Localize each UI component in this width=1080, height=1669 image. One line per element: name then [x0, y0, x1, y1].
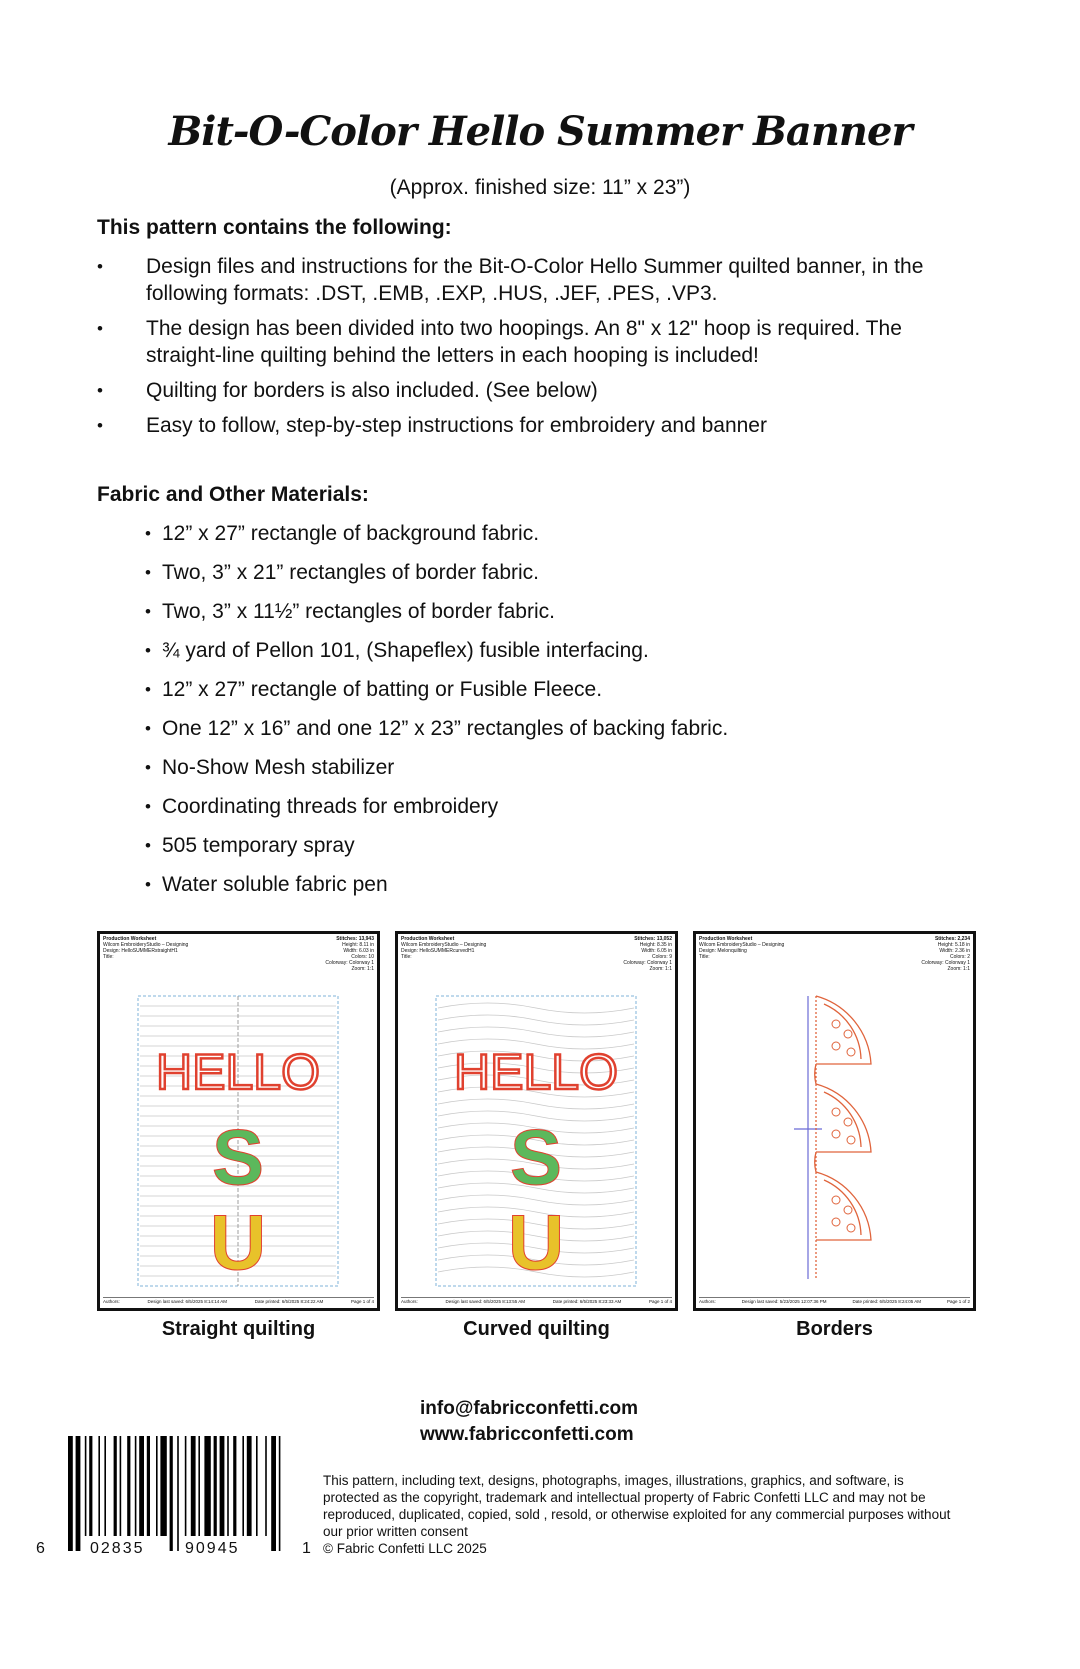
legal-notice: [323, 1472, 963, 1557]
worksheet-footer-field: Design last saved: 5/23/2025 12:07:36 PM: [741, 1299, 827, 1304]
worksheet-header-line: Stitches: 13,052: [634, 936, 672, 942]
worksheet-header-line: Stitches: 2,234: [934, 936, 970, 942]
barcode-digits-left: 02835: [90, 1540, 145, 1557]
letter-u: U: [209, 1198, 267, 1286]
caption-borders: Borders: [796, 1318, 873, 1340]
worksheet-header-line: Wilcom EmbroideryStudio – Designing: [699, 942, 785, 948]
barcode-bar: [114, 1436, 117, 1536]
worksheet-header-line: Wilcom EmbroideryStudio – Designing: [401, 942, 487, 948]
worksheet-footer-field: Design last saved: 6/5/2025 8:13:55 AM: [445, 1299, 526, 1304]
contains-list-item: • Easy to follow, step-by-step instructions for embroidery and banner: [97, 412, 977, 439]
barcode-bar: [214, 1436, 217, 1536]
barcode-bar: [127, 1436, 130, 1536]
letter-u: U: [507, 1198, 565, 1286]
barcode-bar: [160, 1436, 166, 1536]
worksheet-footer-field: Page 1 of 4: [648, 1299, 672, 1304]
barcode-bar: [227, 1436, 229, 1536]
barcode-bar: [279, 1436, 281, 1551]
worksheet-header-line: Colors: 9: [651, 954, 672, 960]
material-list-item: • Two, 3” x 11½” rectangles of border fabric.: [145, 598, 728, 637]
contains-list-item: • The design has been divided into two hoopings. An 8" x 12" hoop is required. The straight-line quilting behind the letters in each hooping is included!: [97, 315, 977, 369]
contains-list-item: • Quilting for borders is also included. (See below): [97, 377, 977, 404]
letter-s: S: [509, 1113, 563, 1201]
worksheet-straight-quilting: [97, 931, 380, 1311]
worksheet-header-line: Colors: 10: [351, 954, 374, 960]
barcode-digit-check: 1: [302, 1540, 311, 1557]
worksheet-header-line: Stitches: 13,943: [336, 936, 374, 942]
contains-list-item: • Design files and instructions for the Bit-O-Color Hello Summer quilted banner, in the following formats: .DST, .EMB, .EXP, .HUS, .JEF, .PES, .VP3.: [97, 253, 977, 307]
contains-list: [97, 253, 977, 447]
worksheet-header-line: Title:: [401, 954, 412, 960]
contains-heading: This pattern contains the following:: [97, 216, 452, 239]
barcode-bar: [204, 1436, 210, 1536]
worksheet-header-line: Zoom: 1:1: [947, 966, 970, 972]
worksheet-header-line: Production Worksheet: [401, 936, 455, 942]
worksheet-header-line: Design: HelloSUMMERcurvedH1: [401, 948, 475, 954]
worksheet-header-line: Height: 8.35 in: [639, 942, 672, 948]
barcode-bar: [98, 1436, 100, 1536]
worksheet-footer: [103, 1297, 374, 1306]
barcode-bar: [233, 1436, 236, 1536]
worksheet-header-line: Width: 6.03 in: [343, 948, 374, 954]
worksheet-curved-quilting: [395, 931, 678, 1311]
finished-size: (Approx. finished size: 11” x 23”): [389, 176, 691, 199]
worksheet-footer-field: Design last saved: 6/5/2025 8:14:14 AM: [147, 1299, 228, 1304]
barcode-bar: [185, 1436, 187, 1536]
worksheet-header-line: Wilcom EmbroideryStudio – Designing: [103, 942, 189, 948]
letter-s: S: [211, 1113, 265, 1201]
worksheet-footer-field: Authors:: [103, 1299, 120, 1304]
barcode-digits-right: 90945: [185, 1540, 240, 1557]
copyright-line: © Fabric Confetti LLC 2025: [323, 1541, 487, 1556]
straight-quilting-design: [100, 934, 377, 1308]
caption-curved-quilting: Curved quilting: [463, 1318, 610, 1340]
worksheet-footer-field: Authors:: [401, 1299, 418, 1304]
worksheet-header-line: Design: HelloSUMMERstraightH1: [103, 948, 178, 954]
barcode-bar: [156, 1436, 158, 1536]
barcode-bar: [265, 1436, 267, 1536]
worksheet-footer-field: Page 1 of 2: [946, 1299, 970, 1304]
barcode-digit-system: 6: [36, 1540, 45, 1557]
worksheet-footer-field: Date printed: 6/5/2025 8:24:22 AM: [254, 1299, 324, 1304]
worksheet-header-line: Colorway: Colorway 1: [325, 960, 374, 966]
worksheet-footer-field: Date printed: 6/5/2025 8:24:05 AM: [852, 1299, 922, 1304]
barcode-bar: [177, 1436, 179, 1551]
materials-heading: Fabric and Other Materials:: [97, 483, 369, 506]
worksheet-header-line: Zoom: 1:1: [649, 966, 672, 972]
barcode-bar: [120, 1436, 122, 1536]
worksheet-footer-field: Page 1 of 4: [350, 1299, 374, 1304]
worksheet-header-line: Title:: [699, 954, 710, 960]
barcode-bar: [247, 1436, 252, 1536]
barcode-bar: [135, 1436, 137, 1536]
worksheet-header-line: Colorway: Colorway 1: [921, 960, 970, 966]
barcode-bar: [242, 1436, 244, 1536]
barcode-bar: [220, 1436, 225, 1536]
curved-quilting-design: [398, 934, 675, 1308]
barcode-bar: [256, 1436, 258, 1536]
material-list-item: • No-Show Mesh stabilizer: [145, 754, 728, 793]
caption-straight-quilting: Straight quilting: [161, 1318, 316, 1340]
barcode-bar: [147, 1436, 150, 1536]
worksheet-header-line: Width: 6.05 in: [641, 948, 672, 954]
barcode-bar: [271, 1436, 276, 1551]
material-list-item: • ¾ yard of Pellon 101, (Shapeflex) fusible interfacing.: [145, 637, 728, 676]
worksheet-borders: [693, 931, 976, 1311]
worksheet-header-line: Width: 2.36 in: [939, 948, 970, 954]
worksheet-footer: [401, 1297, 672, 1306]
worksheet-header-line: Height: 5.18 in: [937, 942, 970, 948]
barcode-bar: [89, 1436, 92, 1536]
worksheet-footer: [699, 1297, 970, 1306]
page-title: Bit-O-Color Hello Summer Banner: [168, 108, 912, 155]
worksheet-header-line: Colorway: Colorway 1: [623, 960, 672, 966]
worksheet-header-line: Design: Melonquilting: [699, 948, 747, 954]
hello-word: HELLO: [156, 1044, 320, 1100]
upc-barcode: [48, 1436, 308, 1556]
worksheet-footer-field: Authors:: [699, 1299, 716, 1304]
barcode-bar: [85, 1436, 87, 1536]
hello-word: HELLO: [454, 1044, 618, 1100]
material-list-item: • Two, 3” x 21” rectangles of border fabric.: [145, 559, 728, 598]
worksheet-footer-field: Date printed: 6/5/2025 8:23:33 AM: [552, 1299, 622, 1304]
barcode-bar: [170, 1436, 173, 1551]
worksheet-header-line: Colors: 2: [949, 954, 970, 960]
worksheet-header-line: Height: 8.11 in: [342, 942, 374, 948]
worksheet-header-line: Production Worksheet: [103, 936, 157, 942]
barcode-bar: [104, 1436, 106, 1536]
legal-text: This pattern, including text, designs, photographs, images, illustrations, graphics, and software, is protected as the copyright, trademark and intellectual property of Fabric Confetti LLC and may not be reproduced, duplicated, copied, sold , resold, or otherwise exploited for any commercial purposes without our prior written consent: [323, 1473, 951, 1539]
barcode-bar: [191, 1436, 196, 1536]
material-list-item: • 12” x 27” rectangle of background fabric.: [145, 520, 728, 559]
material-list-item: • Water soluble fabric pen: [145, 871, 728, 910]
barcode-bar: [139, 1436, 144, 1536]
barcode-bar: [198, 1436, 200, 1536]
material-list-item: • Coordinating threads for embroidery: [145, 793, 728, 832]
barcode-bar: [76, 1436, 81, 1551]
worksheet-header-line: Title:: [103, 954, 114, 960]
materials-list: [145, 520, 728, 910]
barcode-bar: [68, 1436, 73, 1551]
worksheet-header-line: Production Worksheet: [699, 936, 753, 942]
material-list-item: • 12” x 27” rectangle of batting or Fusible Fleece.: [145, 676, 728, 715]
melon-border-design: [696, 934, 973, 1308]
material-list-item: • 505 temporary spray: [145, 832, 728, 871]
material-list-item: • One 12” x 16” and one 12” x 23” rectangles of backing fabric.: [145, 715, 728, 754]
worksheet-header-line: Zoom: 1:1: [351, 966, 374, 972]
contact-website[interactable]: www.fabricconfetti.com: [420, 1424, 634, 1445]
contact-email[interactable]: info@fabricconfetti.com: [420, 1398, 639, 1419]
